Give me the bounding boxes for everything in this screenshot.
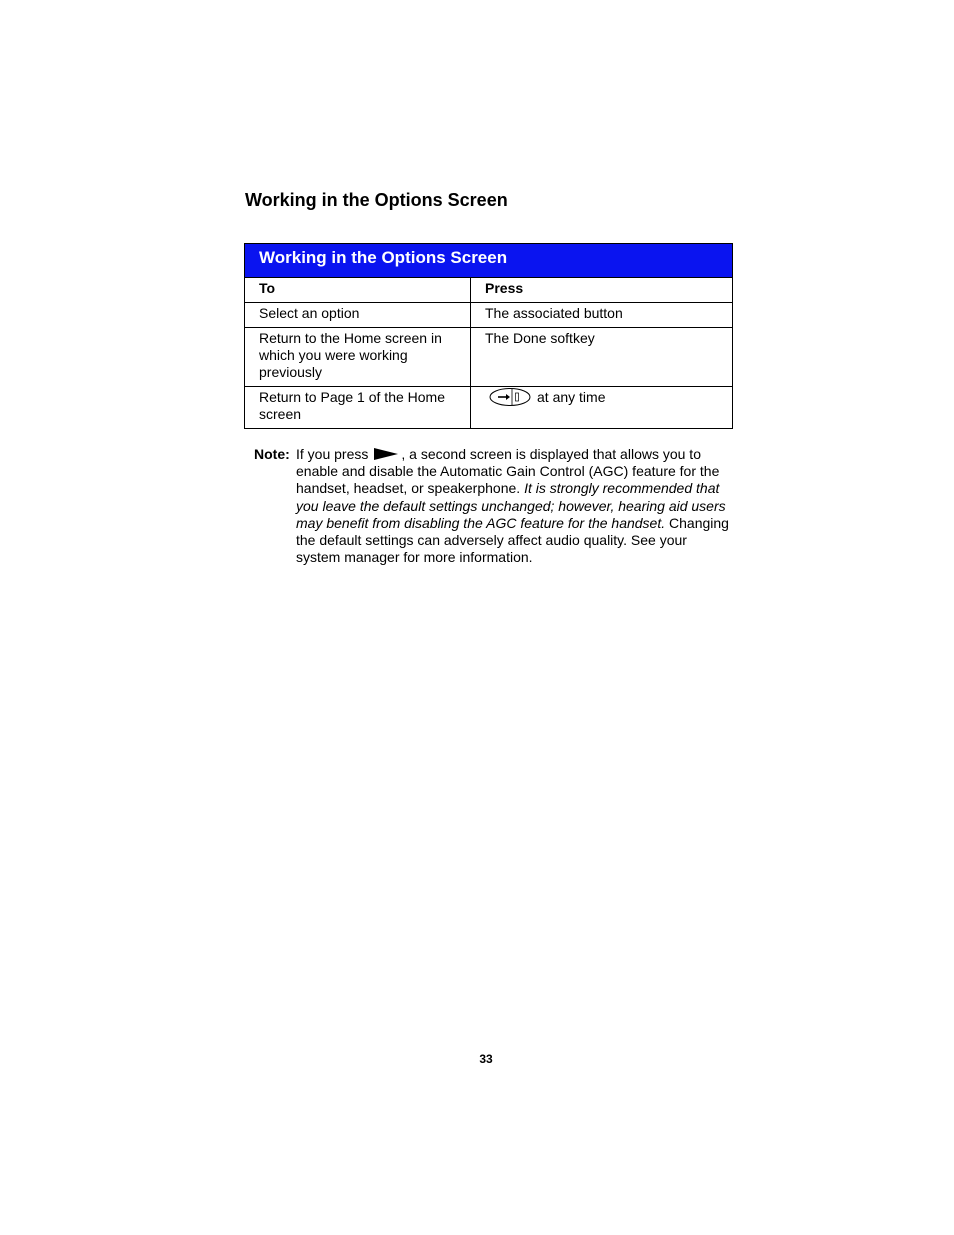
cell-press: The associated button: [471, 303, 733, 328]
note-text-end: Changing the default settings can adversely affect audio quality. See your system manager for more information.: [296, 514, 729, 566]
table-title-row: [245, 244, 733, 278]
column-header-press: Press: [471, 278, 733, 303]
note-label: Note:: [254, 446, 290, 462]
cell-to: Return to the Home screen in which you were working previously: [245, 328, 471, 387]
table-row: [245, 328, 733, 387]
table-row: [245, 387, 733, 429]
home-key-icon: [489, 387, 531, 407]
note: [254, 446, 734, 566]
cell-press: [471, 387, 733, 429]
cell-press-text: at any time: [537, 389, 606, 405]
page-number: 33: [479, 1052, 493, 1066]
note-body: [296, 446, 734, 566]
table-title: Working in the Options Screen: [245, 244, 733, 278]
table-header-row: [245, 278, 733, 303]
column-header-to: To: [245, 278, 471, 303]
cell-to: Select an option: [245, 303, 471, 328]
options-table: [244, 243, 733, 429]
note-text-before: If you press: [296, 446, 369, 462]
section-heading: Working in the Options Screen: [245, 190, 508, 210]
note-italic: It is strongly recommended that you leave the default settings unchanged; however, hearing aid users may benefit from disabling the AGC feature for the handset.: [296, 480, 726, 531]
play-triangle-icon: [374, 447, 398, 461]
table-row: [245, 303, 733, 328]
note-text-after: , a second screen is displayed that allows you to enable and disable the Automatic Gain Control (AGC) feature for the handset, headset, or speakerphone.: [296, 446, 720, 497]
cell-to: Return to Page 1 of the Home screen: [245, 387, 471, 429]
cell-press: The Done softkey: [471, 328, 733, 387]
